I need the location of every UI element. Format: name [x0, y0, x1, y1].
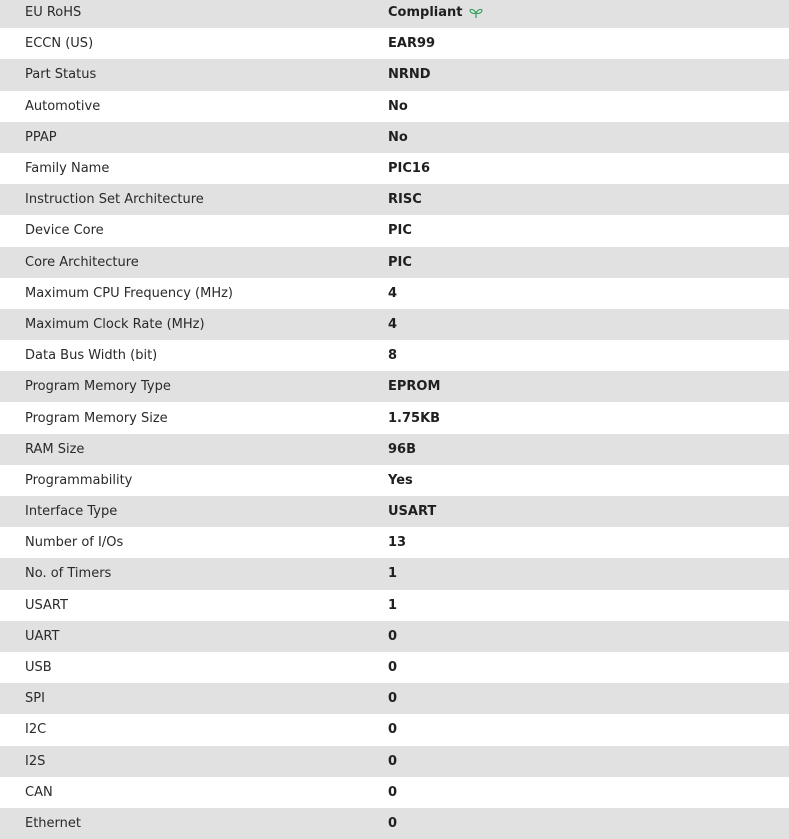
spec-label: Program Memory Type	[25, 379, 171, 395]
spec-row	[0, 278, 789, 309]
spec-value: RISC	[388, 192, 422, 208]
spec-value: 96B	[388, 441, 416, 457]
spec-row	[0, 621, 789, 652]
spec-label: Maximum CPU Frequency (MHz)	[25, 285, 233, 301]
spec-value: EAR99	[388, 36, 436, 52]
spec-value: 0	[388, 691, 398, 707]
spec-row	[0, 558, 789, 589]
spec-label: Maximum Clock Rate (MHz)	[25, 316, 205, 332]
spec-row	[0, 371, 789, 402]
spec-value: 1.75KB	[388, 410, 441, 426]
spec-row	[0, 808, 789, 839]
spec-value: 0	[388, 722, 398, 738]
spec-row	[0, 683, 789, 714]
spec-row	[0, 28, 789, 59]
spec-value: 1	[388, 566, 398, 582]
spec-value: 0	[388, 628, 398, 644]
spec-label: EU RoHS	[25, 5, 82, 21]
spec-row	[0, 122, 789, 153]
spec-label: Device Core	[25, 223, 104, 239]
spec-value: USART	[388, 504, 437, 520]
spec-label: Part Status	[25, 67, 97, 83]
spec-value: 13	[388, 535, 407, 551]
spec-row	[0, 59, 789, 90]
spec-label: Program Memory Size	[25, 410, 168, 426]
spec-label: Data Bus Width (bit)	[25, 348, 158, 364]
spec-row	[0, 247, 789, 278]
spec-label: I2C	[25, 722, 47, 738]
spec-row	[0, 309, 789, 340]
spec-row	[0, 184, 789, 215]
spec-value: No	[388, 129, 408, 145]
spec-row	[0, 0, 789, 28]
spec-value: PIC16	[388, 161, 430, 177]
spec-row	[0, 91, 789, 122]
spec-label: USART	[25, 597, 68, 613]
spec-row	[0, 527, 789, 558]
spec-value: 0	[388, 784, 398, 800]
spec-row	[0, 465, 789, 496]
spec-label: Automotive	[25, 98, 101, 114]
spec-label: USB	[25, 660, 52, 676]
spec-value: EPROM	[388, 379, 441, 395]
spec-value: NRND	[388, 67, 431, 83]
spec-value: 4	[388, 316, 398, 332]
spec-label: Number of I/Os	[25, 535, 124, 551]
spec-value: PIC	[388, 254, 412, 270]
spec-row	[0, 496, 789, 527]
spec-row	[0, 590, 789, 621]
spec-value: 4	[388, 285, 398, 301]
spec-label: Interface Type	[25, 504, 118, 520]
spec-label: ECCN (US)	[25, 36, 94, 52]
spec-value: 0	[388, 753, 398, 769]
spec-label: UART	[25, 628, 60, 644]
spec-value: 1	[388, 597, 398, 613]
spec-value: 8	[388, 348, 398, 364]
spec-value: Yes	[388, 472, 413, 488]
leaf-icon	[469, 7, 483, 19]
spec-row	[0, 340, 789, 371]
spec-value: PIC	[388, 223, 412, 239]
spec-label: CAN	[25, 784, 53, 800]
spec-label: Programmability	[25, 472, 133, 488]
spec-row	[0, 652, 789, 683]
spec-row	[0, 714, 789, 745]
spec-row	[0, 215, 789, 246]
spec-label: Instruction Set Architecture	[25, 192, 204, 208]
spec-label: No. of Timers	[25, 566, 112, 582]
spec-value: 0	[388, 660, 398, 676]
spec-row	[0, 777, 789, 808]
spec-label: RAM Size	[25, 441, 85, 457]
spec-label: Ethernet	[25, 815, 81, 831]
spec-label: I2S	[25, 753, 46, 769]
spec-label: Core Architecture	[25, 254, 139, 270]
spec-value: 0	[388, 815, 398, 831]
spec-row	[0, 402, 789, 433]
spec-value	[388, 5, 483, 20]
spec-row	[0, 746, 789, 777]
spec-value: No	[388, 98, 408, 114]
spec-label: PPAP	[25, 129, 57, 145]
spec-label: Family Name	[25, 161, 110, 177]
spec-row	[0, 434, 789, 465]
spec-label: SPI	[25, 691, 45, 707]
spec-row	[0, 153, 789, 184]
spec-value-text: Compliant	[388, 5, 463, 21]
